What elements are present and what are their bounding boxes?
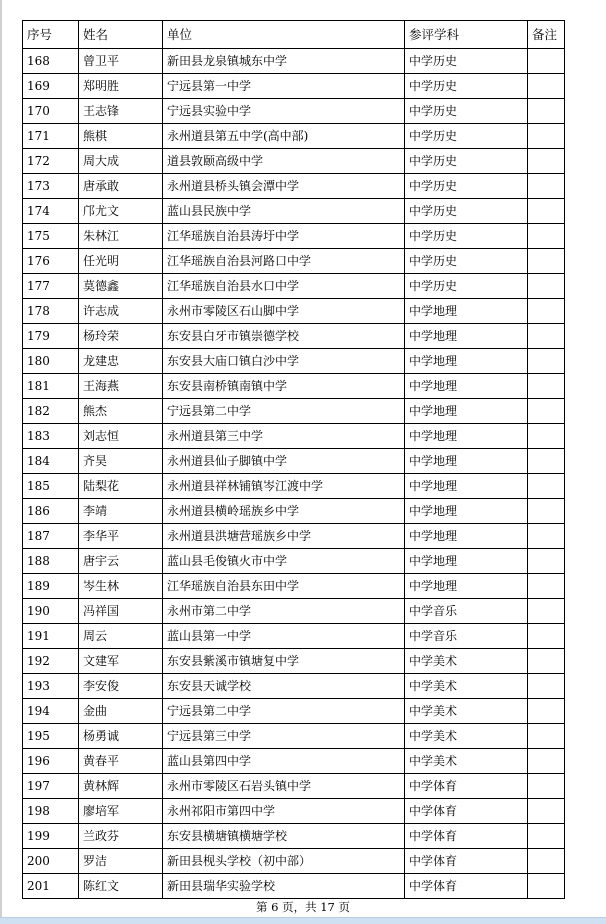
table-row	[23, 449, 565, 474]
table-row	[23, 424, 565, 449]
cell-unit: 江华瑶族自治县东田中学	[163, 574, 405, 599]
cell-subject: 中学体育	[405, 824, 528, 849]
table-row	[23, 649, 565, 674]
cell-note	[528, 399, 565, 424]
cell-unit: 东安县天诚学校	[163, 674, 405, 699]
cell-subject: 中学历史	[405, 199, 528, 224]
cell-note	[528, 99, 565, 124]
cell-note	[528, 874, 565, 899]
table-row	[23, 749, 565, 774]
cell-note	[528, 574, 565, 599]
cell-unit: 永州市第二中学	[163, 599, 405, 624]
cell-name: 金曲	[79, 699, 163, 724]
cell-subject: 中学历史	[405, 174, 528, 199]
table-header-row	[23, 21, 565, 49]
cell-unit: 永州道县横岭瑶族乡中学	[163, 499, 405, 524]
cell-unit: 宁远县第二中学	[163, 699, 405, 724]
table-row	[23, 549, 565, 574]
cell-note	[528, 249, 565, 274]
cell-name: 曾卫平	[79, 49, 163, 74]
page-number: 第 6 页，共 17 页	[255, 900, 351, 914]
cell-no: 189	[23, 574, 79, 599]
cell-name: 朱林江	[79, 224, 163, 249]
page-left-edge	[0, 0, 2, 918]
cell-subject: 中学历史	[405, 49, 528, 74]
cell-name: 兰政芬	[79, 824, 163, 849]
cell-unit: 江华瑶族自治县河路口中学	[163, 249, 405, 274]
cell-name: 李安俊	[79, 674, 163, 699]
cell-unit: 江华瑶族自治县水口中学	[163, 274, 405, 299]
cell-subject: 中学地理	[405, 324, 528, 349]
cell-name: 王志锋	[79, 99, 163, 124]
table-row	[23, 774, 565, 799]
roster-table	[22, 20, 565, 899]
cell-no: 201	[23, 874, 79, 899]
cell-note	[528, 624, 565, 649]
cell-no: 193	[23, 674, 79, 699]
cell-subject: 中学地理	[405, 499, 528, 524]
cell-subject: 中学体育	[405, 799, 528, 824]
cell-no: 169	[23, 74, 79, 99]
cell-subject: 中学美术	[405, 649, 528, 674]
cell-subject: 中学历史	[405, 124, 528, 149]
cell-note	[528, 749, 565, 774]
cell-no: 192	[23, 649, 79, 674]
cell-no: 186	[23, 499, 79, 524]
cell-name: 唐承敢	[79, 174, 163, 199]
cell-no: 200	[23, 849, 79, 874]
cell-subject: 中学地理	[405, 474, 528, 499]
cell-name: 周大成	[79, 149, 163, 174]
cell-subject: 中学美术	[405, 749, 528, 774]
cell-subject: 中学历史	[405, 74, 528, 99]
table-row	[23, 374, 565, 399]
cell-name: 黄春平	[79, 749, 163, 774]
cell-name: 冯祥国	[79, 599, 163, 624]
cell-unit: 宁远县实验中学	[163, 99, 405, 124]
cell-name: 许志成	[79, 299, 163, 324]
cell-no: 178	[23, 299, 79, 324]
table-row	[23, 249, 565, 274]
cell-subject: 中学体育	[405, 849, 528, 874]
table-row	[23, 699, 565, 724]
table-row	[23, 399, 565, 424]
cell-unit: 新田县瑞华实验学校	[163, 874, 405, 899]
table-body	[23, 49, 565, 899]
cell-note	[528, 599, 565, 624]
cell-note	[528, 49, 565, 74]
cell-note	[528, 674, 565, 699]
cell-subject: 中学历史	[405, 224, 528, 249]
cell-name: 黄林辉	[79, 774, 163, 799]
table-row	[23, 574, 565, 599]
cell-unit: 永州道县第三中学	[163, 424, 405, 449]
table-row	[23, 524, 565, 549]
cell-name: 邝尤文	[79, 199, 163, 224]
cell-no: 182	[23, 399, 79, 424]
table-row	[23, 199, 565, 224]
cell-subject: 中学地理	[405, 349, 528, 374]
header-subject: 参评学科	[405, 21, 528, 49]
cell-subject: 中学地理	[405, 399, 528, 424]
table-row	[23, 324, 565, 349]
cell-name: 齐昊	[79, 449, 163, 474]
cell-unit: 东安县横塘镇横塘学校	[163, 824, 405, 849]
cell-name: 李华平	[79, 524, 163, 549]
cell-no: 180	[23, 349, 79, 374]
cell-no: 187	[23, 524, 79, 549]
table-row	[23, 849, 565, 874]
cell-subject: 中学历史	[405, 99, 528, 124]
cell-name: 陆梨花	[79, 474, 163, 499]
table-row	[23, 724, 565, 749]
cell-subject: 中学音乐	[405, 624, 528, 649]
cell-no: 179	[23, 324, 79, 349]
cell-note	[528, 774, 565, 799]
cell-note	[528, 499, 565, 524]
cell-note	[528, 174, 565, 199]
table-row	[23, 349, 565, 374]
cell-unit: 永州道县第五中学(高中部)	[163, 124, 405, 149]
header-note: 备注	[528, 21, 565, 49]
cell-name: 熊棋	[79, 124, 163, 149]
table-row	[23, 799, 565, 824]
cell-no: 170	[23, 99, 79, 124]
cell-no: 171	[23, 124, 79, 149]
cell-no: 176	[23, 249, 79, 274]
header-no: 序号	[23, 21, 79, 49]
cell-unit: 永州道县祥林铺镇岑江渡中学	[163, 474, 405, 499]
cell-unit: 东安县大庙口镇白沙中学	[163, 349, 405, 374]
cell-note	[528, 449, 565, 474]
cell-no: 191	[23, 624, 79, 649]
cell-name: 廖培军	[79, 799, 163, 824]
cell-subject: 中学地理	[405, 524, 528, 549]
cell-no: 197	[23, 774, 79, 799]
cell-note	[528, 324, 565, 349]
cell-subject: 中学地理	[405, 374, 528, 399]
cell-no: 175	[23, 224, 79, 249]
cell-note	[528, 799, 565, 824]
cell-name: 杨玲荣	[79, 324, 163, 349]
cell-no: 183	[23, 424, 79, 449]
cell-subject: 中学音乐	[405, 599, 528, 624]
cell-name: 岑生林	[79, 574, 163, 599]
table-row	[23, 674, 565, 699]
table-row	[23, 274, 565, 299]
cell-subject: 中学地理	[405, 449, 528, 474]
cell-subject: 中学体育	[405, 874, 528, 899]
cell-note	[528, 724, 565, 749]
cell-name: 王海燕	[79, 374, 163, 399]
cell-name: 唐宇云	[79, 549, 163, 574]
cell-no: 194	[23, 699, 79, 724]
cell-name: 刘志恒	[79, 424, 163, 449]
table-row	[23, 874, 565, 899]
cell-unit: 东安县南桥镇南镇中学	[163, 374, 405, 399]
table-row	[23, 49, 565, 74]
cell-name: 文建军	[79, 649, 163, 674]
cell-subject: 中学历史	[405, 274, 528, 299]
cell-unit: 蓝山县第四中学	[163, 749, 405, 774]
cell-name: 熊杰	[79, 399, 163, 424]
header-unit: 单位	[163, 21, 405, 49]
cell-name: 李靖	[79, 499, 163, 524]
cell-subject: 中学地理	[405, 574, 528, 599]
cell-unit: 蓝山县毛俊镇火市中学	[163, 549, 405, 574]
cell-no: 199	[23, 824, 79, 849]
cell-unit: 新田县龙泉镇城东中学	[163, 49, 405, 74]
cell-no: 198	[23, 799, 79, 824]
cell-no: 168	[23, 49, 79, 74]
cell-unit: 东安县白牙市镇崇德学校	[163, 324, 405, 349]
table-row	[23, 149, 565, 174]
table-row	[23, 99, 565, 124]
cell-note	[528, 649, 565, 674]
cell-subject: 中学美术	[405, 724, 528, 749]
header-name: 姓名	[79, 21, 163, 49]
cell-no: 184	[23, 449, 79, 474]
cell-no: 195	[23, 724, 79, 749]
cell-no: 172	[23, 149, 79, 174]
cell-note	[528, 149, 565, 174]
cell-no: 196	[23, 749, 79, 774]
cell-unit: 永州市零陵区石岩头镇中学	[163, 774, 405, 799]
cell-name: 莫德鑫	[79, 274, 163, 299]
cell-name: 龙建忠	[79, 349, 163, 374]
cell-note	[528, 549, 565, 574]
cell-no: 174	[23, 199, 79, 224]
cell-no: 188	[23, 549, 79, 574]
cell-note	[528, 274, 565, 299]
table-row	[23, 474, 565, 499]
cell-unit: 蓝山县第一中学	[163, 624, 405, 649]
cell-unit: 蓝山县民族中学	[163, 199, 405, 224]
cell-note	[528, 349, 565, 374]
cell-no: 190	[23, 599, 79, 624]
cell-unit: 永州道县仙子脚镇中学	[163, 449, 405, 474]
cell-name: 任光明	[79, 249, 163, 274]
cell-unit: 永州道县洪塘营瑶族乡中学	[163, 524, 405, 549]
cell-subject: 中学历史	[405, 249, 528, 274]
cell-no: 181	[23, 374, 79, 399]
viewer-bottom-bar	[0, 917, 606, 924]
cell-note	[528, 699, 565, 724]
cell-name: 郑明胜	[79, 74, 163, 99]
table-row	[23, 124, 565, 149]
cell-note	[528, 199, 565, 224]
cell-no: 177	[23, 274, 79, 299]
cell-note	[528, 424, 565, 449]
cell-name: 周云	[79, 624, 163, 649]
cell-name: 杨勇诚	[79, 724, 163, 749]
table-row	[23, 174, 565, 199]
cell-unit: 东安县紫溪市镇塘复中学	[163, 649, 405, 674]
cell-unit: 道县敦颐高级中学	[163, 149, 405, 174]
cell-note	[528, 124, 565, 149]
cell-note	[528, 224, 565, 249]
table-row	[23, 824, 565, 849]
cell-name: 陈红文	[79, 874, 163, 899]
table-row	[23, 499, 565, 524]
cell-unit: 宁远县第三中学	[163, 724, 405, 749]
cell-name: 罗洁	[79, 849, 163, 874]
table-row	[23, 74, 565, 99]
cell-unit: 永州祁阳市第四中学	[163, 799, 405, 824]
cell-note	[528, 299, 565, 324]
cell-no: 173	[23, 174, 79, 199]
cell-unit: 江华瑶族自治县涛圩中学	[163, 224, 405, 249]
cell-unit: 宁远县第一中学	[163, 74, 405, 99]
cell-subject: 中学地理	[405, 424, 528, 449]
cell-unit: 新田县枧头学校（初中部）	[163, 849, 405, 874]
cell-note	[528, 374, 565, 399]
cell-unit: 宁远县第二中学	[163, 399, 405, 424]
table-row	[23, 299, 565, 324]
cell-note	[528, 474, 565, 499]
cell-note	[528, 74, 565, 99]
cell-note	[528, 849, 565, 874]
cell-note	[528, 824, 565, 849]
cell-unit: 永州道县桥头镇会潭中学	[163, 174, 405, 199]
cell-note	[528, 524, 565, 549]
cell-subject: 中学地理	[405, 299, 528, 324]
cell-subject: 中学地理	[405, 549, 528, 574]
cell-subject: 中学美术	[405, 674, 528, 699]
cell-subject: 中学历史	[405, 149, 528, 174]
cell-no: 185	[23, 474, 79, 499]
table-row	[23, 224, 565, 249]
table-row	[23, 624, 565, 649]
cell-subject: 中学美术	[405, 699, 528, 724]
cell-subject: 中学体育	[405, 774, 528, 799]
table-row	[23, 599, 565, 624]
cell-unit: 永州市零陵区石山脚中学	[163, 299, 405, 324]
